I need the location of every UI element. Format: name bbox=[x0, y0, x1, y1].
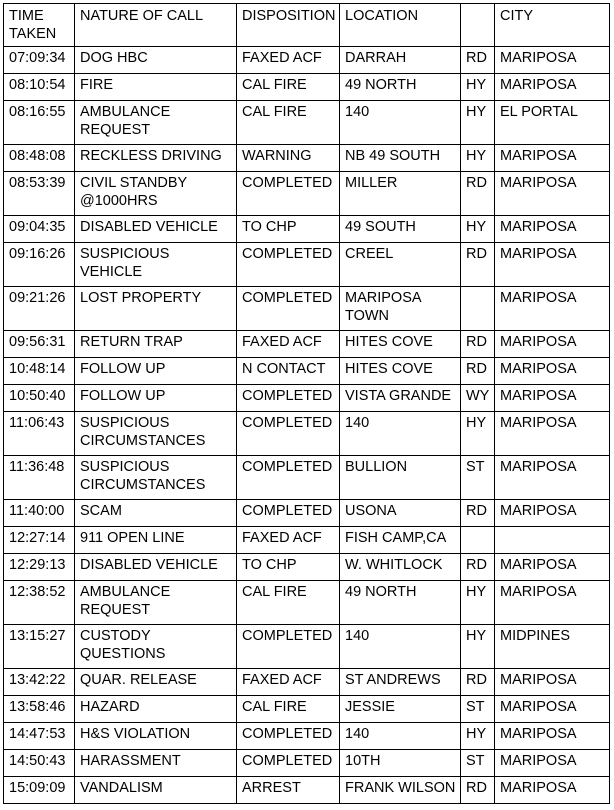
table-row bbox=[4, 101, 610, 145]
table-row bbox=[4, 47, 610, 74]
nature-cell: LOST PROPERTY bbox=[75, 287, 237, 331]
table-row bbox=[4, 625, 610, 669]
street-type-cell: HY bbox=[461, 723, 495, 750]
table-row bbox=[4, 527, 610, 554]
time-cell: 10:48:14 bbox=[4, 358, 75, 385]
time-cell: 10:50:40 bbox=[4, 385, 75, 412]
table-row bbox=[4, 358, 610, 385]
city-cell: MARIPOSA bbox=[495, 74, 610, 101]
location-cell: 49 NORTH bbox=[340, 581, 461, 625]
time-cell: 08:48:08 bbox=[4, 145, 75, 172]
street-type-cell: WY bbox=[461, 385, 495, 412]
disposition-cell: CAL FIRE bbox=[237, 101, 340, 145]
city-cell: MARIPOSA bbox=[495, 723, 610, 750]
disposition-cell: FAXED ACF bbox=[237, 527, 340, 554]
location-cell: 49 NORTH bbox=[340, 74, 461, 101]
nature-cell: H&S VIOLATION bbox=[75, 723, 237, 750]
location-cell: MILLER bbox=[340, 172, 461, 216]
location-cell: DARRAH bbox=[340, 47, 461, 74]
city-cell: MARIPOSA bbox=[495, 172, 610, 216]
table-row bbox=[4, 412, 610, 456]
table-row bbox=[4, 385, 610, 412]
time-cell: 09:56:31 bbox=[4, 331, 75, 358]
disposition-cell: COMPLETED bbox=[237, 172, 340, 216]
location-cell: FISH CAMP,CA bbox=[340, 527, 461, 554]
disposition-cell: COMPLETED bbox=[237, 723, 340, 750]
disposition-cell: COMPLETED bbox=[237, 500, 340, 527]
nature-cell: RECKLESS DRIVING bbox=[75, 145, 237, 172]
location-cell: ST ANDREWS bbox=[340, 669, 461, 696]
location-cell: 140 bbox=[340, 625, 461, 669]
nature-cell: DISABLED VEHICLE bbox=[75, 216, 237, 243]
street-type-cell: RD bbox=[461, 554, 495, 581]
nature-cell: SUSPICIOUS CIRCUMSTANCES bbox=[75, 456, 237, 500]
location-cell: W. WHITLOCK bbox=[340, 554, 461, 581]
city-cell: MARIPOSA bbox=[495, 500, 610, 527]
nature-cell: FIRE bbox=[75, 74, 237, 101]
street-type-cell: ST bbox=[461, 696, 495, 723]
street-type-cell: HY bbox=[461, 412, 495, 456]
street-type-cell: HY bbox=[461, 216, 495, 243]
time-cell: 08:10:54 bbox=[4, 74, 75, 101]
disposition-cell: TO CHP bbox=[237, 554, 340, 581]
time-cell: 09:16:26 bbox=[4, 243, 75, 287]
time-cell: 15:09:09 bbox=[4, 777, 75, 804]
time-cell: 12:29:13 bbox=[4, 554, 75, 581]
nature-cell: DISABLED VEHICLE bbox=[75, 554, 237, 581]
disposition-cell: FAXED ACF bbox=[237, 669, 340, 696]
street-type-cell: HY bbox=[461, 625, 495, 669]
table-row bbox=[4, 172, 610, 216]
disposition-cell: FAXED ACF bbox=[237, 331, 340, 358]
header-location: LOCATION bbox=[340, 4, 461, 47]
disposition-cell: COMPLETED bbox=[237, 412, 340, 456]
call-log-table bbox=[3, 3, 610, 804]
city-cell: EL PORTAL bbox=[495, 101, 610, 145]
location-cell: 49 SOUTH bbox=[340, 216, 461, 243]
street-type-cell: HY bbox=[461, 581, 495, 625]
table-row bbox=[4, 669, 610, 696]
location-cell: FRANK WILSON bbox=[340, 777, 461, 804]
table-row bbox=[4, 750, 610, 777]
disposition-cell: FAXED ACF bbox=[237, 47, 340, 74]
disposition-cell: N CONTACT bbox=[237, 358, 340, 385]
time-cell: 11:40:00 bbox=[4, 500, 75, 527]
location-cell: NB 49 SOUTH bbox=[340, 145, 461, 172]
city-cell: MARIPOSA bbox=[495, 243, 610, 287]
street-type-cell: HY bbox=[461, 145, 495, 172]
nature-cell: SUSPICIOUS VEHICLE bbox=[75, 243, 237, 287]
table-row bbox=[4, 456, 610, 500]
location-cell: USONA bbox=[340, 500, 461, 527]
city-cell: MARIPOSA bbox=[495, 750, 610, 777]
disposition-cell: COMPLETED bbox=[237, 287, 340, 331]
nature-cell: VANDALISM bbox=[75, 777, 237, 804]
table-row bbox=[4, 696, 610, 723]
street-type-cell: RD bbox=[461, 331, 495, 358]
city-cell bbox=[495, 527, 610, 554]
table-row bbox=[4, 581, 610, 625]
nature-cell: SUSPICIOUS CIRCUMSTANCES bbox=[75, 412, 237, 456]
header-city: CITY bbox=[495, 4, 610, 47]
table-row bbox=[4, 74, 610, 101]
time-cell: 13:42:22 bbox=[4, 669, 75, 696]
nature-cell: AMBULANCE REQUEST bbox=[75, 581, 237, 625]
nature-cell: HARASSMENT bbox=[75, 750, 237, 777]
time-cell: 14:47:53 bbox=[4, 723, 75, 750]
location-cell: BULLION bbox=[340, 456, 461, 500]
location-cell: JESSIE bbox=[340, 696, 461, 723]
city-cell: MARIPOSA bbox=[495, 581, 610, 625]
table-row bbox=[4, 216, 610, 243]
header-disposition: DISPOSITION bbox=[237, 4, 340, 47]
location-cell: HITES COVE bbox=[340, 331, 461, 358]
table-row bbox=[4, 500, 610, 527]
city-cell: MARIPOSA bbox=[495, 216, 610, 243]
street-type-cell: RD bbox=[461, 243, 495, 287]
time-cell: 13:15:27 bbox=[4, 625, 75, 669]
time-cell: 12:38:52 bbox=[4, 581, 75, 625]
time-cell: 11:36:48 bbox=[4, 456, 75, 500]
table-row bbox=[4, 723, 610, 750]
header-street-type bbox=[461, 4, 495, 47]
table-row bbox=[4, 777, 610, 804]
city-cell: MARIPOSA bbox=[495, 287, 610, 331]
city-cell: MARIPOSA bbox=[495, 456, 610, 500]
disposition-cell: COMPLETED bbox=[237, 243, 340, 287]
header-time-taken: TIME TAKEN bbox=[4, 4, 75, 47]
time-cell: 12:27:14 bbox=[4, 527, 75, 554]
disposition-cell: TO CHP bbox=[237, 216, 340, 243]
location-cell: CREEL bbox=[340, 243, 461, 287]
time-cell: 08:53:39 bbox=[4, 172, 75, 216]
street-type-cell: RD bbox=[461, 500, 495, 527]
city-cell: MARIPOSA bbox=[495, 412, 610, 456]
disposition-cell: COMPLETED bbox=[237, 456, 340, 500]
time-cell: 11:06:43 bbox=[4, 412, 75, 456]
disposition-cell: CAL FIRE bbox=[237, 581, 340, 625]
nature-cell: DOG HBC bbox=[75, 47, 237, 74]
street-type-cell bbox=[461, 527, 495, 554]
disposition-cell: WARNING bbox=[237, 145, 340, 172]
nature-cell: 911 OPEN LINE bbox=[75, 527, 237, 554]
location-cell: 140 bbox=[340, 101, 461, 145]
call-log-body bbox=[4, 47, 610, 804]
time-cell: 09:21:26 bbox=[4, 287, 75, 331]
time-cell: 13:58:46 bbox=[4, 696, 75, 723]
street-type-cell: HY bbox=[461, 74, 495, 101]
city-cell: MARIPOSA bbox=[495, 358, 610, 385]
city-cell: MARIPOSA bbox=[495, 47, 610, 74]
header-row bbox=[4, 4, 610, 47]
city-cell: MARIPOSA bbox=[495, 777, 610, 804]
table-row bbox=[4, 145, 610, 172]
location-cell: HITES COVE bbox=[340, 358, 461, 385]
nature-cell: CIVIL STANDBY @1000HRS bbox=[75, 172, 237, 216]
disposition-cell: CAL FIRE bbox=[237, 696, 340, 723]
city-cell: MARIPOSA bbox=[495, 554, 610, 581]
city-cell: MARIPOSA bbox=[495, 385, 610, 412]
street-type-cell: ST bbox=[461, 750, 495, 777]
nature-cell: FOLLOW UP bbox=[75, 358, 237, 385]
time-cell: 08:16:55 bbox=[4, 101, 75, 145]
street-type-cell bbox=[461, 287, 495, 331]
disposition-cell: COMPLETED bbox=[237, 385, 340, 412]
street-type-cell: RD bbox=[461, 47, 495, 74]
disposition-cell: CAL FIRE bbox=[237, 74, 340, 101]
street-type-cell: RD bbox=[461, 358, 495, 385]
nature-cell: CUSTODY QUESTIONS bbox=[75, 625, 237, 669]
table-row bbox=[4, 554, 610, 581]
city-cell: MARIPOSA bbox=[495, 331, 610, 358]
location-cell: 140 bbox=[340, 412, 461, 456]
city-cell: MIDPINES bbox=[495, 625, 610, 669]
nature-cell: SCAM bbox=[75, 500, 237, 527]
street-type-cell: RD bbox=[461, 669, 495, 696]
time-cell: 14:50:43 bbox=[4, 750, 75, 777]
location-cell: MARIPOSA TOWN bbox=[340, 287, 461, 331]
street-type-cell: HY bbox=[461, 101, 495, 145]
city-cell: MARIPOSA bbox=[495, 145, 610, 172]
nature-cell: QUAR. RELEASE bbox=[75, 669, 237, 696]
nature-cell: HAZARD bbox=[75, 696, 237, 723]
street-type-cell: ST bbox=[461, 456, 495, 500]
disposition-cell: ARREST bbox=[237, 777, 340, 804]
header-nature-of-call: NATURE OF CALL bbox=[75, 4, 237, 47]
table-row bbox=[4, 243, 610, 287]
location-cell: 140 bbox=[340, 723, 461, 750]
street-type-cell: RD bbox=[461, 777, 495, 804]
table-row bbox=[4, 331, 610, 358]
street-type-cell: RD bbox=[461, 172, 495, 216]
disposition-cell: COMPLETED bbox=[237, 625, 340, 669]
location-cell: 10TH bbox=[340, 750, 461, 777]
nature-cell: RETURN TRAP bbox=[75, 331, 237, 358]
city-cell: MARIPOSA bbox=[495, 669, 610, 696]
table-row bbox=[4, 287, 610, 331]
nature-cell: FOLLOW UP bbox=[75, 385, 237, 412]
location-cell: VISTA GRANDE bbox=[340, 385, 461, 412]
disposition-cell: COMPLETED bbox=[237, 750, 340, 777]
time-cell: 07:09:34 bbox=[4, 47, 75, 74]
nature-cell: AMBULANCE REQUEST bbox=[75, 101, 237, 145]
city-cell: MARIPOSA bbox=[495, 696, 610, 723]
time-cell: 09:04:35 bbox=[4, 216, 75, 243]
